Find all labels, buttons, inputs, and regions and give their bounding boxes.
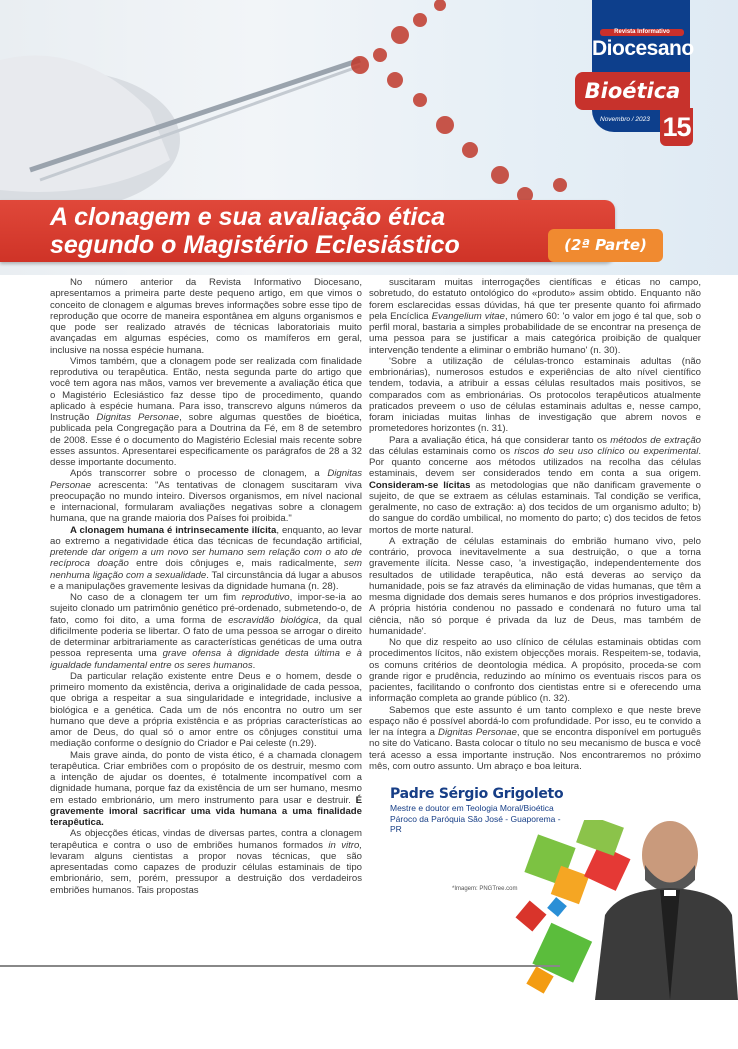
author-name: Padre Sérgio Grigoleto xyxy=(390,786,564,802)
bold-text: É gravemente imoral sacrificar uma vida humana a uma finalidade terapêutica. xyxy=(50,794,362,828)
logo-name: Diocesano xyxy=(592,37,694,60)
paragraph xyxy=(50,750,362,829)
italic-text: pretende dar origem a um novo ser humano sem relação com o ato de recíproca doação xyxy=(50,547,362,570)
text-run: . Tal circunstância dá lugar a abusos e a manipulações gravemente lesivas da dignidade humana (n. 28). xyxy=(50,569,362,592)
text-run: , sobre algumas questões de bioética, publicada pela Congregação para a Doutrina da Fé, em 8 de setembro de 2008. Esse é o documento do Magistério Eclesial mais recente sobre esses assuntos. Apresentarei especificamente os parágrafos de 28 a 32 desse importante documento. xyxy=(50,412,362,468)
paragraph xyxy=(50,671,362,750)
paragraph xyxy=(50,592,362,671)
text-run: entre dois cônjuges e, mais radicalmente, xyxy=(128,558,344,570)
italic-text: métodos de extração xyxy=(610,434,701,446)
paragraph xyxy=(50,356,362,469)
text-run: Da particular relação existente entre Deus e o homem, desde o primeiro momento da existência, deriva a originalidade de cada pessoa, que obriga a respeitar a sua singularidade e integridade, inclusive a biológica e a genética. Cada um de nós encontra no outro um ser humano que deve a própria existência e as próprias características ao amor de Deus, do qual só o amor entre os cônjuges constitui uma mediação conforme o desígnio do Criador e Pai celeste (n.29). xyxy=(50,670,362,750)
text-run: acrescenta: "As tentativas de clonagem suscitaram viva preocupação no mundo inteiro. Diversos organismos, em nível nacional e internacional, formularam avaliações negativas sobre a clonagem humana, que na grande maioria dos Países foi proibida." xyxy=(50,479,362,525)
image-credit: *Imagem: PNGTree.com xyxy=(452,885,518,892)
text-run: suscitaram muitas interrogações científicas e éticas no campo, sobretudo, do estatuto ontológico do «produto» assim obtido. Enquanto não forem esclarecidas essas dúvidas, há que ter presente quanto foi afirmado pela Encíclica xyxy=(369,277,701,322)
footer-divider xyxy=(0,965,560,967)
paragraph xyxy=(50,828,362,896)
text-run: No caso de a clonagem ter um fim xyxy=(70,592,242,603)
paragraph xyxy=(50,277,362,356)
bold-text: A clonagem humana é intrinsecamente ilícita xyxy=(70,524,277,536)
italic-text: Dignitas Personae xyxy=(50,468,362,491)
italic-text: Dignitas Personae xyxy=(438,727,517,738)
text-run: Para a avaliação ética, há que considerar tanto os xyxy=(389,434,611,446)
text-run: , enquanto, ao levar ao extremo a negatividade ética das técnicas de fecundação artificial, xyxy=(50,524,362,547)
paragraph xyxy=(369,435,701,536)
logo-subtitle: Revista Informativo xyxy=(600,29,684,36)
text-run: 'Sobre a utilização de células-tronco estaminais adultas (não embrionárias), numerosos estudos e experiências de alto nível científico tendem, todavia, a atribuir a essas células resultados mais positivos, se comparados com as embrionárias. Os protocolos terapêuticos atualmente praticados preveem o uso de células estaminais adultas e, nesse campo, foram iniciadas muitas linhas de investigação que abrem novos e prometedores horizontes (n. 31). xyxy=(369,355,701,435)
text-run: as metodologias que não danificam gravemente o sujeito, de que se extraem as células estaminais. Tal condição se verifica, geralmente, no caso de extração: a) dos tecidos de um organismo adulto; b) do sangue do cordão umbilical, no momento do parto; c) dos tecidos de fetos mortos de morte natural. xyxy=(369,479,701,536)
paragraph xyxy=(369,536,701,637)
page-number: 15 xyxy=(660,108,693,146)
text-run: . Por quanto concerne aos métodos utilizados na recolha das células estaminais, devem ser considerados tendo em conta a sua origem. xyxy=(369,445,701,480)
paragraph xyxy=(369,637,701,705)
paragraph xyxy=(369,277,701,356)
text-run: Após transcorrer sobre o processo de clonagem, a xyxy=(70,468,328,480)
text-run: , impor-se-ia ao sujeito clonado um patrimônio genético pré-ordenado, submetendo-o, de fato, como foi dito, a uma forma de xyxy=(50,592,362,626)
title-line-1: A clonagem e sua avaliação ética xyxy=(50,203,446,231)
left-column xyxy=(50,277,362,896)
paragraph xyxy=(50,525,362,593)
author-role: Mestre e doutor em Teologia Moral/Bioética xyxy=(390,803,554,813)
italic-text: reprodutivo xyxy=(241,592,290,603)
article-title xyxy=(50,203,540,259)
text-run: No número anterior da Revista Informativo Diocesano, apresentamos a primeira parte deste pequeno artigo, em que vimos o conceito de clonagem e algumas breves informações sobre esse tipo de reprodução que ocorre de maneira espontânea em alguns organismos e que pode ser realizado através de técnicas laboratoriais muito avançadas em algumas espécies, como os mamíferos em geral, inclusive na nossa espécie humana. xyxy=(50,277,362,356)
paragraph xyxy=(369,356,701,435)
italic-text: escravidão biológica xyxy=(228,614,319,626)
text-run: Mais grave ainda, do ponto de vista ético, é a chamada clonagem terapêutica. Criar embriões com o propósito de os destruir, mesmo com a intenção de ajudar os doentes, é totalmente incompatível com a dignidade humana, porque faz da existência de um ser humano, mesmo em estado embrionário, um mero instrumento para usar e destruir. xyxy=(50,749,362,806)
italic-text: grave ofensa à dignidade desta última e à igualdade fundamental entre os seres humanos xyxy=(50,648,362,671)
text-run: No que diz respeito ao uso clínico de células estaminais obtidas com procedimentos lícitos, não existem objecções morais. Respeitem-se, todavia, os comuns critérios de deontologia médica. A propósito, proceda-se com grande rigor e prudência, reduzindo ao mínimo os eventuais riscos para os pacientes, facilitando o confronto dos cientistas entre si e oferecendo uma informação completa ao grande público (n. 32). xyxy=(369,637,701,705)
italic-text: in vitro, xyxy=(328,839,362,851)
issue-date: Novembro / 2023 xyxy=(600,116,650,123)
text-run: . xyxy=(252,659,256,671)
author-parish: Pároco da Paróquia São José - Guaporema - PR xyxy=(390,813,561,834)
italic-text: riscos do seu uso clínico ou experimental xyxy=(514,445,699,457)
section-label: Bioética xyxy=(575,72,690,110)
right-column xyxy=(369,277,701,1049)
text-run: As objecções éticas, vindas de diversas partes, contra a clonagem terapêutica e contra o uso de embriões humanos formados xyxy=(50,828,362,851)
text-run: Vimos também, que a clonagem pode ser realizada com finalidade reprodutiva ou terapêutica. Então, nesta segunda parte do artigo que você tem agora nas mãos, vamos ver brevemente a avaliação ética que o Magistério Eclesiástico faz desse tipo de procedimento, quando aplicado à espécie humana. Para isso, transcrevo alguns números da Instrução xyxy=(50,355,362,423)
bold-text: Consideram-se lícitas xyxy=(369,479,471,491)
italic-text: Evangelium vitae xyxy=(431,310,505,322)
paragraph xyxy=(369,705,701,773)
italic-text: Dignitas Personae xyxy=(96,412,180,423)
text-run: , da qual dificilmente poderia se libertar. O fato de uma pessoa se arrogar o direito de determinar arbitrariamente as características genéticas de uma outra pessoa representa uma xyxy=(50,614,362,660)
paragraph xyxy=(50,468,362,524)
text-run: , que se encontra disponível em português no site do Vaticano. Basta colocar o título no seu mecanismo de busca e você terá acesso a essa importante instrução. Nos encontraremos no próximo mês, com outro assunto. Um abraço e boa leitura. xyxy=(369,727,701,772)
text-run: das células estaminais como os xyxy=(369,445,515,457)
text-run: , número 60: 'o valor em jogo é tal que, sob o perfil moral, bastaria a simples probabilidade de se encontrar na presença de uma pessoa para se justificar a mais categórica proibição de qualquer intervenção tendente a eliminar o embrião humano' (n. 30). xyxy=(369,310,701,356)
text-run: Sabemos que este assunto é um tanto complexo e que neste breve espaço não é possível abordá-lo com profundidade. Por isso, eu te convido a ler na íntegra a xyxy=(369,704,701,738)
title-line-2: segundo o Magistério Eclesiástico xyxy=(50,231,460,259)
text-run: levaram alguns cientistas a propor novas técnicas, que são apresentadas como capazes de produzir células estaminais de tipo embrionário, sem, porém, pressupor a destruição dos verdadeiros embriões humanos. Tais propostas xyxy=(50,850,362,896)
part-badge: (2ª Parte) xyxy=(548,229,663,262)
text-run: A extração de células estaminais do embrião humano vivo, pelo contrário, provoca inevitavelmente a sua destruição, o que a torna gravemente ilícita. Nesse caso, 'a investigação, independentemente dos resultados de utilidade terapêutica, não está deveras ao serviço da humanidade, pois se faz através da eliminação de vidas humanas, que têm a mesma dignidade dos demais seres humanos e dos próprios investigadores. A própria história condenou no passado e condenará no futuro uma tal ciência, não só porque é privada da luz de Deus, mas também de humanidade'. xyxy=(369,535,701,637)
italic-text: sem nenhuma ligação com a sexualidade xyxy=(50,558,363,581)
